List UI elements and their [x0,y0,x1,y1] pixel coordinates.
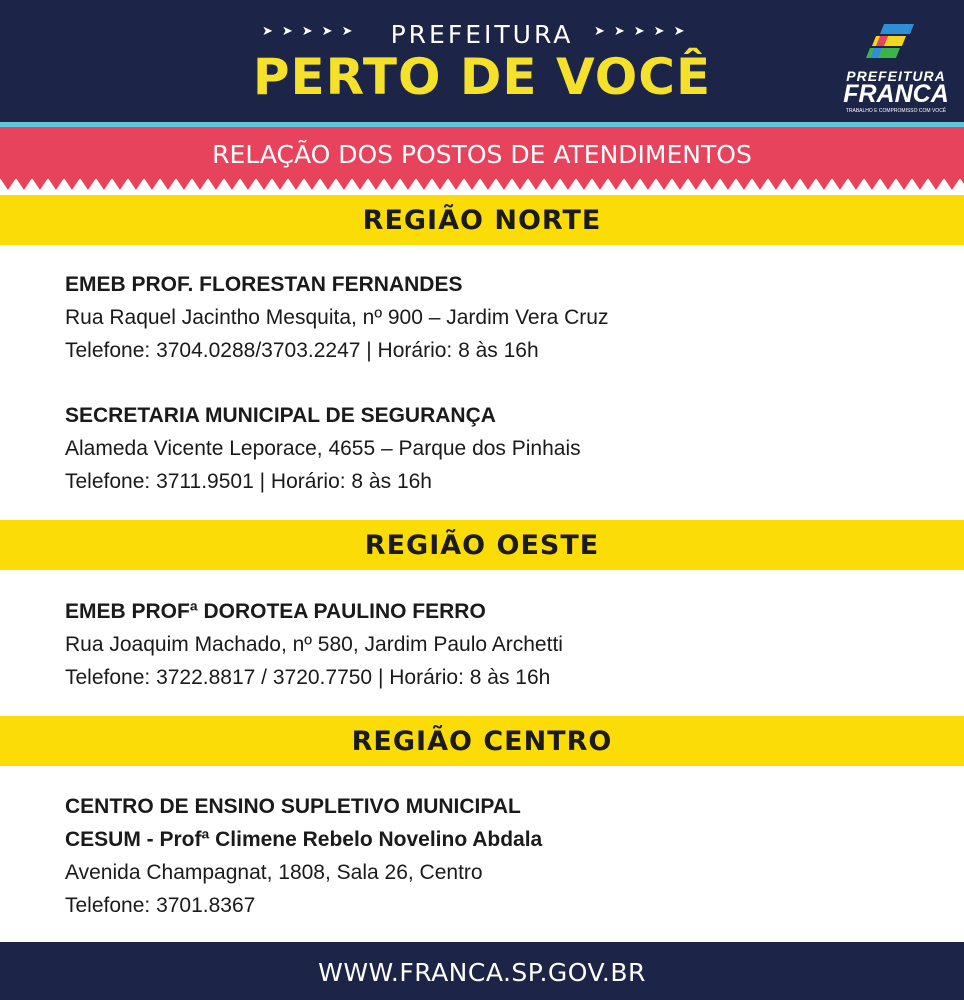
location-name: SECRETARIA MUNICIPAL DE SEGURANÇA [65,404,496,427]
region-header-norte [0,195,964,245]
arrows-left-icon: ➤➤➤➤➤ [262,24,362,39]
region-header-oeste [0,520,964,570]
location-address: Avenida Champagnat, 1808, Sala 26, Centro [65,861,483,884]
footer-url-link[interactable]: WWW.FRANCA.SP.GOV.BR [318,958,646,987]
location-entry [65,790,945,922]
subtitle-banner [0,127,964,179]
logo-tagline: TRABALHO E COMPROMISSO COM VOCÊ [845,108,947,114]
header-pretitle: PREFEITURA [390,20,574,49]
location-phone-hours: Telefone: 3711.9501 | Horário: 8 às 16h [65,470,432,493]
page-title: PERTO DE VOCÊ [252,48,712,106]
header [0,0,964,122]
location-entry [65,268,945,367]
location-entry [65,399,945,498]
location-name: CENTRO DE ENSINO SUPLETIVO MUNICIPAL [65,795,521,818]
prefeitura-franca-logo [840,22,952,118]
region-title: REGIÃO NORTE [362,205,602,236]
location-phone-hours: Telefone: 3704.0288/3703.2247 | Horário: 8 às 16h [65,339,539,362]
zigzag-divider [0,178,964,192]
logo-text-prefeitura: PREFEITURA [846,68,946,84]
location-phone-hours: Telefone: 3722.8817 / 3720.7750 | Horário: 8 às 16h [65,666,551,689]
location-address: Rua Raquel Jacintho Mesquita, nº 900 – Jardim Vera Cruz [65,306,609,329]
franca-flag-icon [866,22,916,66]
location-name: EMEB PROFª DOROTEA PAULINO FERRO [65,600,486,623]
banner-text: RELAÇÃO DOS POSTOS DE ATENDIMENTOS [212,140,752,169]
location-phone: Telefone: 3701.8367 [65,894,256,917]
region-title: REGIÃO OESTE [364,530,600,561]
footer [0,942,964,1000]
region-header-centro [0,716,964,766]
location-address: Alameda Vicente Leporace, 4655 – Parque dos Pinhais [65,437,581,460]
location-address: Rua Joaquim Machado, nº 580, Jardim Paulo Archetti [65,633,563,656]
region-title: REGIÃO CENTRO [351,726,613,757]
location-subname: CESUM - Profª Climene Rebelo Novelino Abdala [65,828,543,851]
arrows-right-icon: ➤➤➤➤➤ [594,24,694,39]
location-name: EMEB PROF. FLORESTAN FERNANDES [65,273,463,296]
location-entry [65,595,945,694]
logo-text-franca: FRANCA [843,80,949,108]
